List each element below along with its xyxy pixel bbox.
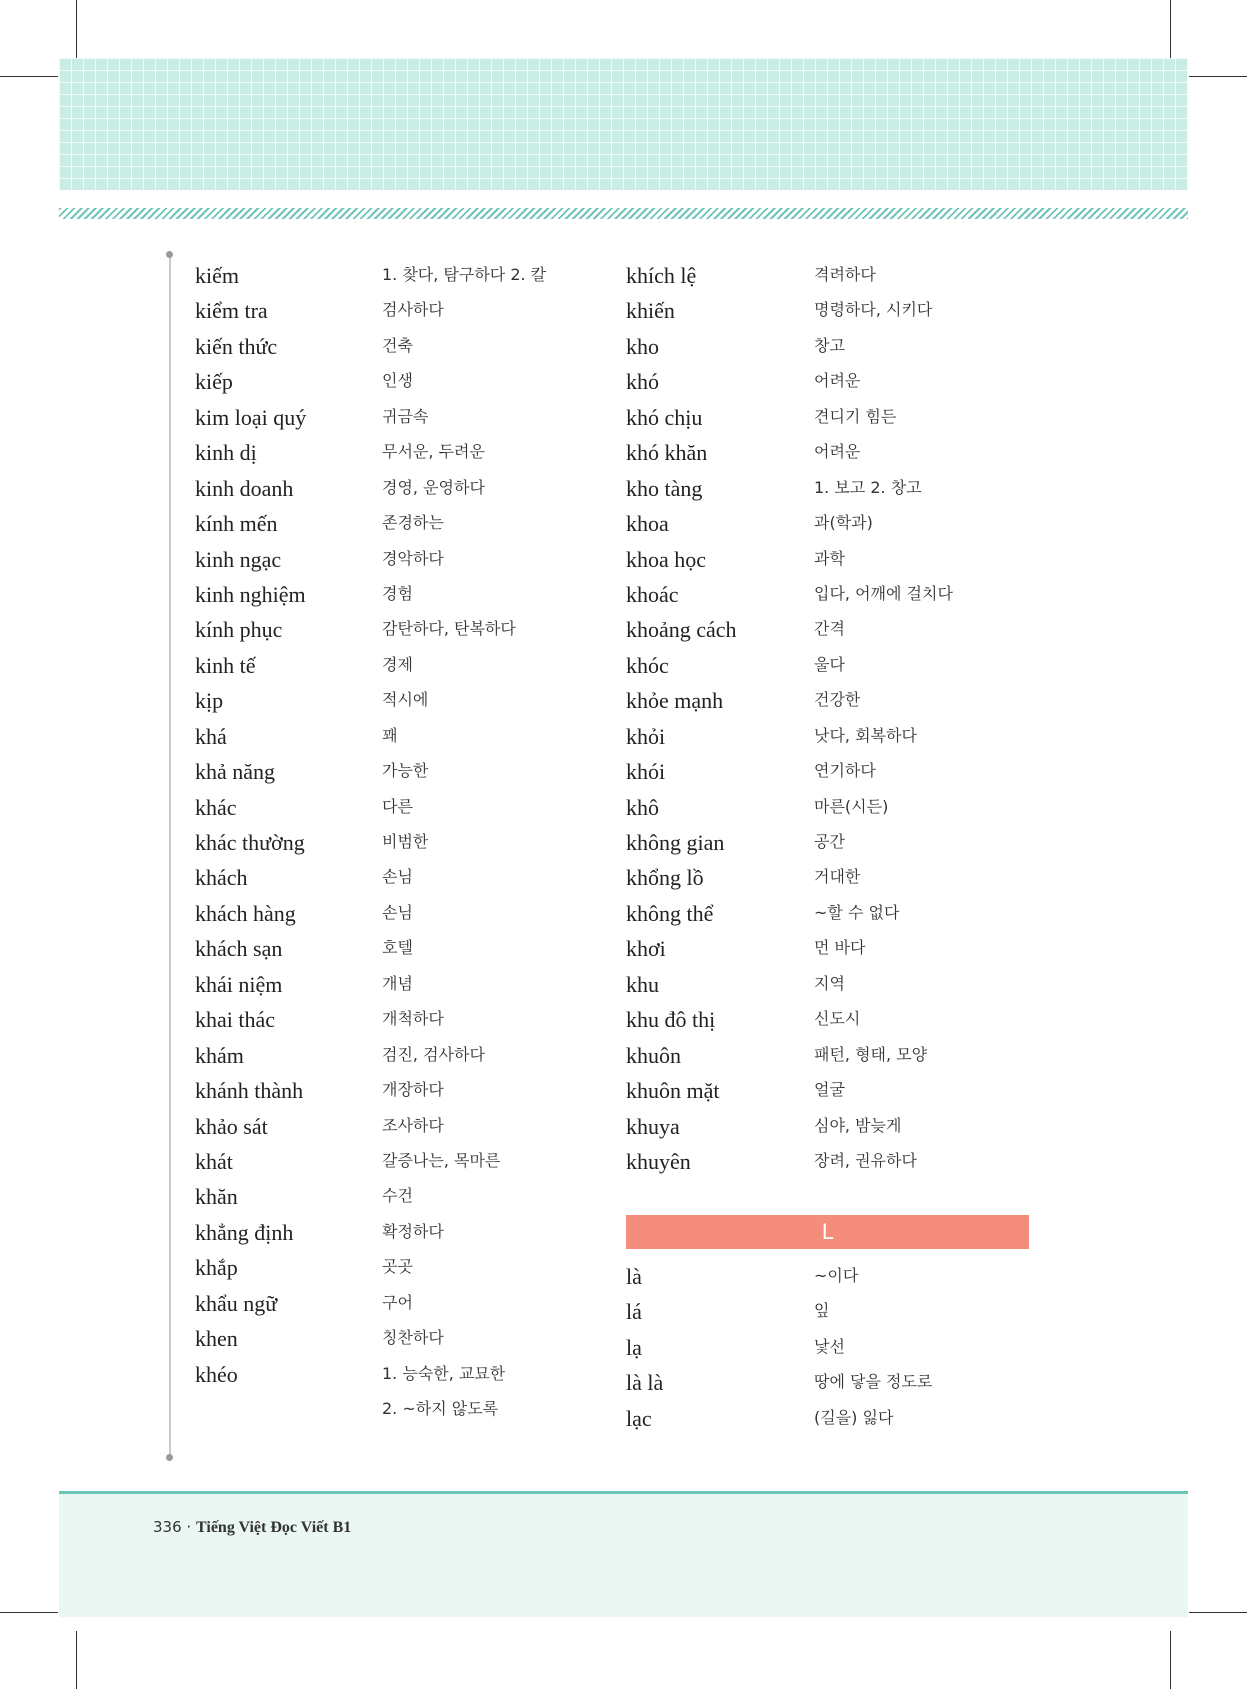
- entry-meaning: 어려운: [814, 371, 861, 391]
- entry-term: kinh ngạc: [195, 546, 282, 572]
- entry-meaning: 패턴, 형태, 모양: [814, 1044, 928, 1064]
- entry-term: khỏi: [626, 723, 666, 749]
- margin-rule-bottom-dot: [166, 1454, 173, 1461]
- entry-meaning: 수건: [382, 1186, 413, 1206]
- entry-term: khó chịu: [626, 404, 703, 430]
- entry-meaning: 비범한: [382, 832, 429, 851]
- entry-term: khoa học: [626, 546, 707, 572]
- entry-meaning: 적시에: [382, 690, 429, 710]
- entry-term: khác: [195, 794, 237, 820]
- header-hatch-stripe: [59, 208, 1188, 219]
- crop-mark: [76, 0, 77, 58]
- entry-term: khăn: [195, 1184, 238, 1210]
- entry-meaning: 울다: [814, 654, 845, 674]
- entry-term: lá: [626, 1299, 642, 1325]
- entry-term: khuôn: [626, 1042, 681, 1068]
- entry-term: khó: [626, 369, 659, 395]
- entry-meaning: 과학: [814, 548, 845, 568]
- entry-term: khắp: [195, 1255, 238, 1281]
- entry-term: khác thường: [195, 830, 305, 855]
- entry-meaning: 잎: [814, 1301, 830, 1321]
- entry-term: kiếp: [195, 369, 233, 395]
- crop-mark: [0, 76, 58, 77]
- entry-term: lạc: [626, 1405, 652, 1431]
- page-footer: [59, 1491, 1188, 1617]
- entry-meaning: 다른: [382, 796, 413, 816]
- entry-meaning: 손님: [382, 902, 413, 922]
- entry-term: khổng lồ: [626, 865, 704, 891]
- entry-term: khoảng cách: [626, 617, 737, 643]
- entry-meaning: 견디기 힘든: [814, 406, 897, 426]
- entry-meaning: 구어: [382, 1292, 413, 1312]
- entry-meaning: 경험: [382, 583, 413, 603]
- entry-meaning: 개장하다: [382, 1080, 444, 1100]
- entry-term: khách hàng: [195, 900, 296, 926]
- entry-term: khai thác: [195, 1007, 276, 1033]
- entry-term: kiểm tra: [195, 298, 268, 324]
- entry-meaning: 확정하다: [382, 1221, 444, 1241]
- entry-meaning: 건강한: [814, 690, 861, 710]
- entry-term: khéo: [195, 1361, 238, 1387]
- entry-term: khói: [626, 759, 666, 785]
- entry-meaning: 꽤: [382, 725, 398, 745]
- crop-mark: [1170, 0, 1171, 58]
- entry-meaning: 신도시: [814, 1009, 861, 1029]
- entry-meaning: 어려운: [814, 442, 861, 462]
- entry-meaning: 조사하다: [382, 1115, 444, 1135]
- entry-meaning: 간격: [814, 619, 845, 639]
- entry-term: khuya: [626, 1113, 680, 1139]
- entry-term: khu: [626, 971, 659, 997]
- entry-meaning: 1. 능숙한, 교묘한: [382, 1363, 506, 1383]
- entry-term: kịp: [195, 688, 224, 714]
- margin-rule: [169, 254, 171, 1456]
- entry-term: khóc: [626, 652, 669, 678]
- crop-mark: [0, 1612, 58, 1613]
- entry-meaning: 경제: [382, 654, 413, 674]
- entry-meaning: 땅에 닿을 정도로: [814, 1372, 933, 1392]
- entry-term: khiến: [626, 298, 675, 324]
- entry-meaning: 장려, 권유하다: [814, 1150, 917, 1170]
- entry-meaning: 얼굴: [814, 1080, 845, 1100]
- entry-meaning: 낫다, 회복하다: [814, 725, 917, 745]
- entry-term: kho: [626, 333, 659, 359]
- entry-term: khu đô thị: [626, 1007, 716, 1033]
- entry-meaning: 과(학과): [814, 513, 873, 533]
- entry-term: khuyên: [626, 1148, 691, 1174]
- entry-term: khỏe mạnh: [626, 688, 724, 714]
- entry-term: khẳng định: [195, 1219, 294, 1245]
- entry-meaning: 건축: [382, 335, 413, 355]
- entry-meaning: 마른(시든): [814, 796, 889, 816]
- entry-meaning: 1. 보고 2. 창고: [814, 477, 922, 497]
- entry-meaning: 2. ~하지 않도록: [382, 1399, 499, 1418]
- entry-meaning: 개념: [382, 973, 413, 993]
- entry-meaning: 갈증나는, 목마른: [382, 1150, 501, 1170]
- entry-term: kim loại quý: [195, 404, 307, 430]
- entry-term: khá: [195, 723, 227, 749]
- entry-meaning: 귀금속: [382, 406, 429, 426]
- entry-meaning: 거대한: [814, 867, 861, 887]
- entry-term: khám: [195, 1042, 244, 1068]
- entry-meaning: 격려하다: [814, 265, 876, 284]
- entry-meaning: 1. 찾다, 탐구하다 2. 칼: [382, 265, 547, 284]
- entry-meaning: 검진, 검사하다: [382, 1044, 485, 1064]
- entry-term: khái niệm: [195, 971, 283, 997]
- entry-term: kiếm: [195, 263, 239, 288]
- entry-term: khích lệ: [626, 263, 697, 288]
- entry-term: khách: [195, 865, 248, 891]
- entry-term: khô: [626, 794, 659, 820]
- entry-term: khoa: [626, 511, 669, 537]
- page-number: 336: [153, 1518, 182, 1536]
- entry-meaning: 연기하다: [814, 761, 876, 781]
- header-grid-banner: [59, 58, 1188, 190]
- entry-term: không thể: [626, 900, 714, 926]
- entry-term: kính phục: [195, 617, 283, 643]
- entry-meaning: 칭찬하다: [382, 1328, 444, 1348]
- entry-meaning: 경영, 운영하다: [382, 477, 485, 497]
- entry-meaning: 낯선: [814, 1336, 845, 1356]
- entry-term: khó khăn: [626, 440, 708, 466]
- entry-term: không gian: [626, 830, 725, 855]
- book-title: Tiếng Việt Đọc Viết B1: [195, 1519, 352, 1536]
- entry-meaning: ~할 수 없다: [814, 902, 900, 922]
- entry-meaning: 곳곳: [382, 1257, 413, 1277]
- entry-meaning: 개척하다: [382, 1009, 444, 1029]
- entry-term: khen: [195, 1326, 238, 1352]
- footer-separator: ·: [186, 1518, 192, 1536]
- entry-term: kính mến: [195, 511, 278, 537]
- entry-meaning: 손님: [382, 867, 413, 887]
- section-letter-header: L: [626, 1215, 1029, 1249]
- entry-term: lạ: [626, 1334, 642, 1360]
- entry-meaning: (길을) 잃다: [814, 1407, 894, 1427]
- entry-term: kho tàng: [626, 475, 703, 501]
- footer-text: [153, 1518, 351, 1537]
- entry-term: là là: [626, 1370, 664, 1396]
- entry-meaning: 호텔: [382, 938, 413, 958]
- entry-meaning: ~이다: [814, 1266, 859, 1285]
- entry-meaning: 창고: [814, 335, 845, 355]
- entry-term: khảo sát: [195, 1113, 268, 1139]
- entry-term: kinh nghiệm: [195, 581, 306, 607]
- entry-term: khuôn mặt: [626, 1078, 720, 1104]
- entry-meaning: 무서운, 두려운: [382, 442, 485, 462]
- entry-term: khánh thành: [195, 1078, 304, 1104]
- entry-meaning: 지역: [814, 973, 845, 993]
- crop-mark: [76, 1631, 77, 1689]
- entry-term: khoác: [626, 581, 679, 607]
- entry-meaning: 검사하다: [382, 300, 444, 320]
- entry-term: khách sạn: [195, 936, 283, 962]
- entry-meaning: 경악하다: [382, 548, 444, 568]
- crop-mark: [1189, 76, 1247, 77]
- entry-term: khẩu ngữ: [195, 1290, 278, 1316]
- entry-term: kinh tế: [195, 652, 256, 678]
- entry-term: kinh doanh: [195, 475, 294, 501]
- entry-meaning: 입다, 어깨에 걸치다: [814, 583, 953, 603]
- entry-meaning: 가능한: [382, 761, 429, 781]
- crop-mark: [1189, 1612, 1247, 1613]
- entry-meaning: 인생: [382, 371, 413, 391]
- entry-meaning: 먼 바다: [814, 938, 866, 958]
- entry-term: kinh dị: [195, 440, 257, 466]
- crop-mark: [1170, 1631, 1171, 1689]
- entry-meaning: 존경하는: [382, 513, 444, 533]
- margin-rule-top-dot: [166, 251, 173, 258]
- entry-meaning: 감탄하다, 탄복하다: [382, 619, 516, 639]
- entry-term: kiến thức: [195, 333, 278, 359]
- entry-term: khả năng: [195, 759, 276, 785]
- entry-term: khơi: [626, 936, 666, 962]
- entry-meaning: 공간: [814, 832, 845, 851]
- entry-term: là: [626, 1264, 642, 1289]
- entry-term: khát: [195, 1148, 233, 1174]
- entry-meaning: 심야, 밤늦게: [814, 1115, 902, 1135]
- entry-meaning: 명령하다, 시키다: [814, 300, 933, 320]
